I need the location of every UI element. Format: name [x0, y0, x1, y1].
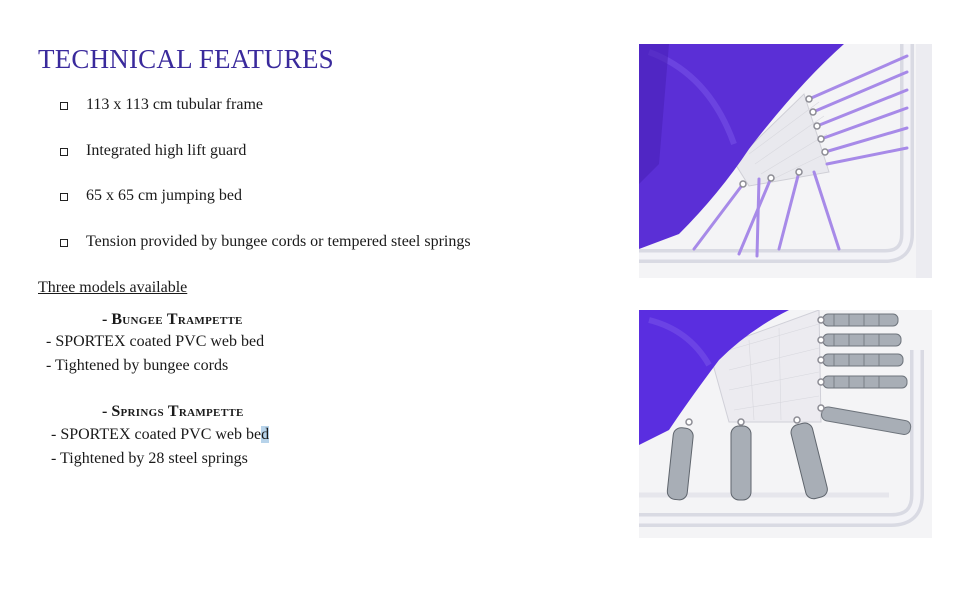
model-dash: - — [102, 403, 112, 420]
springs-trampette-photo — [639, 310, 932, 538]
feature-text: Tension provided by bungee cords or tempered steel springs — [86, 233, 471, 250]
page-title: TECHNICAL FEATURES — [38, 44, 334, 74]
model-name: Bungee Trampette — [111, 311, 243, 328]
feature-item — [60, 142, 246, 160]
feature-text: Integrated high lift guard — [86, 142, 247, 159]
model-spec-line: - Tightened by bungee cords — [46, 357, 229, 374]
bungee-trampette-photo — [639, 44, 932, 278]
model-name: Springs Trampette — [111, 403, 244, 420]
model-dash: - — [102, 311, 112, 328]
feature-text: 113 x 113 cm tubular frame — [86, 96, 263, 113]
model-spec-line: - Tightened by 28 steel springs — [51, 450, 248, 467]
model-spec-text: - SPORTEX coated PVC web be — [51, 426, 262, 443]
models-available-heading: Three models available — [38, 279, 188, 296]
feature-item — [60, 233, 471, 251]
square-bullet-icon — [60, 148, 68, 156]
square-bullet-icon — [60, 239, 68, 247]
square-bullet-icon — [60, 102, 68, 110]
feature-item — [60, 187, 242, 205]
model-heading-bungee — [102, 311, 243, 329]
model-heading-springs — [102, 403, 244, 421]
model-spec-line — [51, 426, 269, 444]
model-spec-line: - SPORTEX coated PVC web bed — [46, 333, 265, 350]
square-bullet-icon — [60, 193, 68, 201]
text-selection-caret[interactable]: d — [261, 426, 270, 443]
feature-text: 65 x 65 cm jumping bed — [86, 187, 242, 204]
feature-item — [60, 96, 263, 114]
